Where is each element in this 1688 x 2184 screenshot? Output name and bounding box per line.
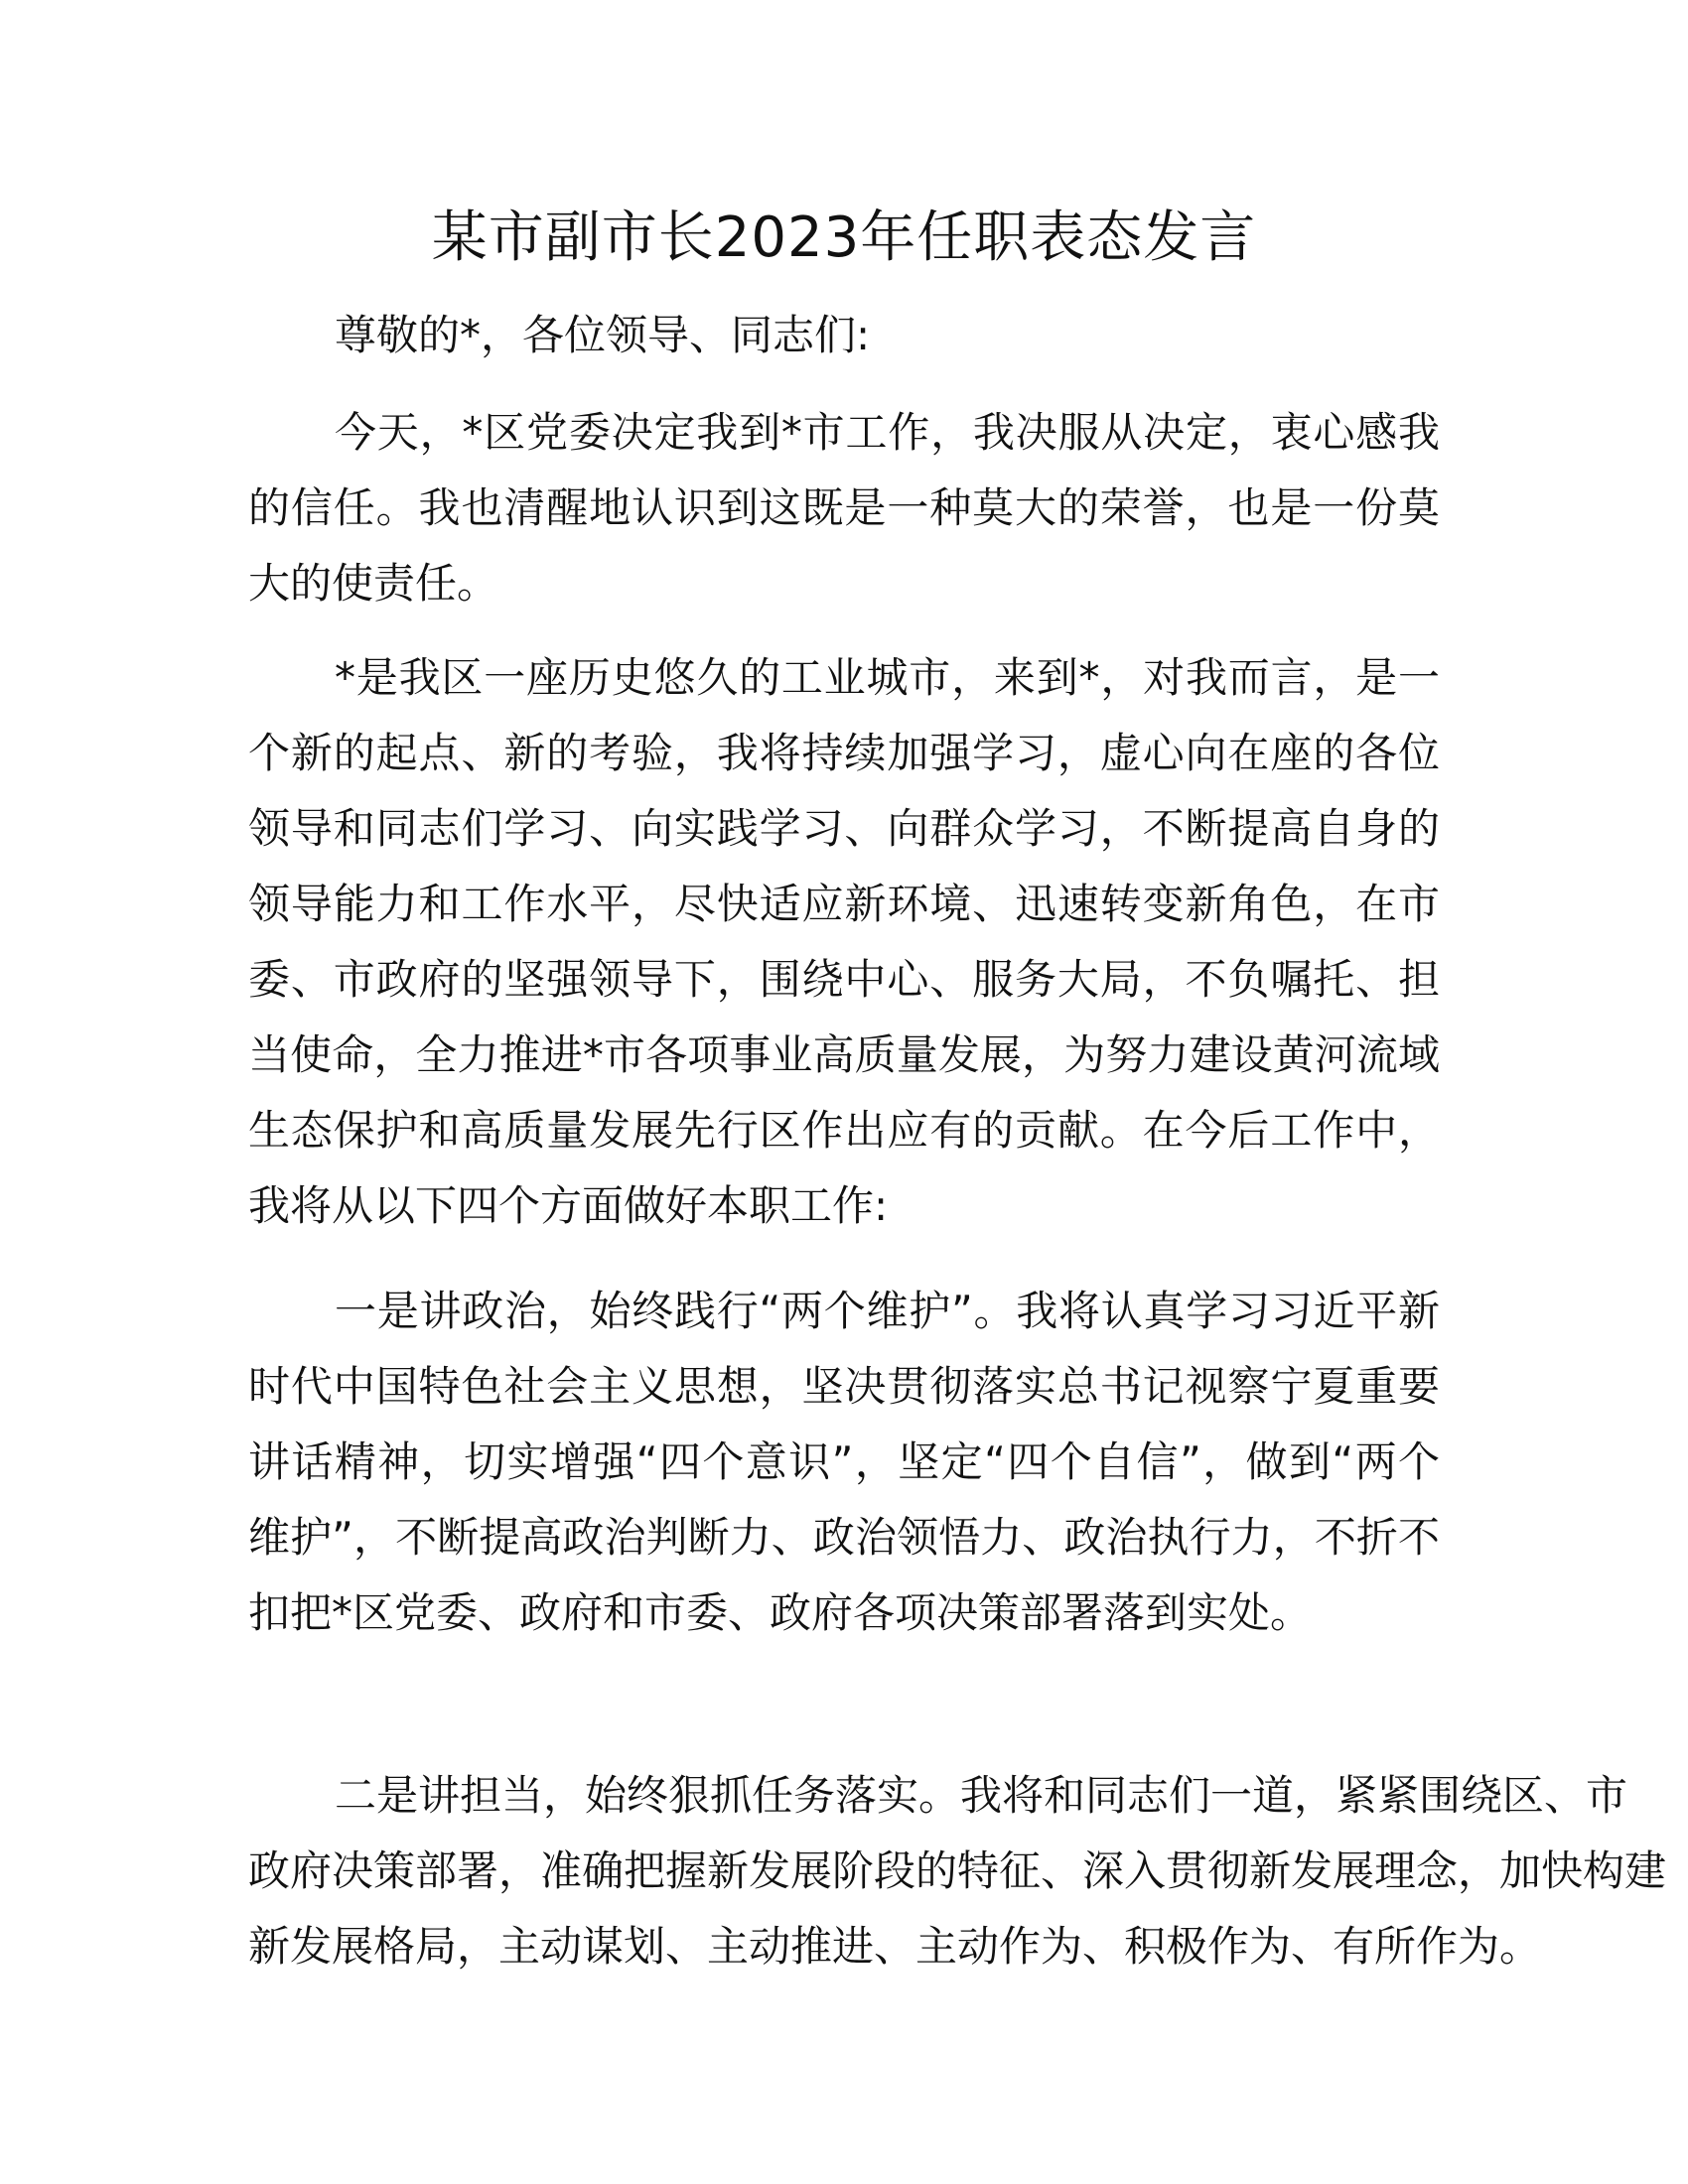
paragraph-4: 二是讲担当，始终狠抓任务落实。我将和同志们一道，紧紧围绕区、市政府决策部署，准确把握新发展阶段的特征、深入贯彻新发展理念，加快构建新发展格局，主动谋划、主动推进、主动作为、积极作为、有所作为。 [248, 1771, 1667, 1971]
paragraph-3: 一是讲政治，始终践行“两个维护”。我将认真学习习近平新时代中国特色社会主义思想，坚决贯彻落实总书记视察宁夏重要讲话精神，切实增强“四个意识”，坚定“四个自信”，做到“两个维护”，不断提高政治判断力、政治领悟力、政治执行力，不折不扣把*区党委、政府和市委、政府各项决策部署落到实处。 [248, 1287, 1440, 1637]
document-title: 某市副市长2023年任职表态发言 [431, 205, 1257, 270]
paragraph-1: 今天，*区党委决定我到*市工作，我决服从决定，衷心感我的信任。我也清醒地认识到这既是一种莫大的荣誉，也是一份莫大的使责任。 [248, 408, 1440, 608]
salutation: 尊敬的*，各位领导、同志们: [335, 311, 871, 359]
paragraph-2: *是我区一座历史悠久的工业城市，来到*，对我而言，是一个新的起点、新的考验，我将持续加强学习，虚心向在座的各位领导和同志们学习、向实践学习、向群众学习，不断提高自身的领导能力和工作水平，尽快适应新环境、迅速转变新角色，在市委、市政府的坚强领导下，围绕中心、服务大局，不负嘱托、担当使命，全力推进*市各项事业高质量发展，为努力建设黄河流域生态保护和高质量发展先行区作出应有的贡献。在今后工作中，我将从以下四个方面做好本职工作: [248, 653, 1440, 1230]
